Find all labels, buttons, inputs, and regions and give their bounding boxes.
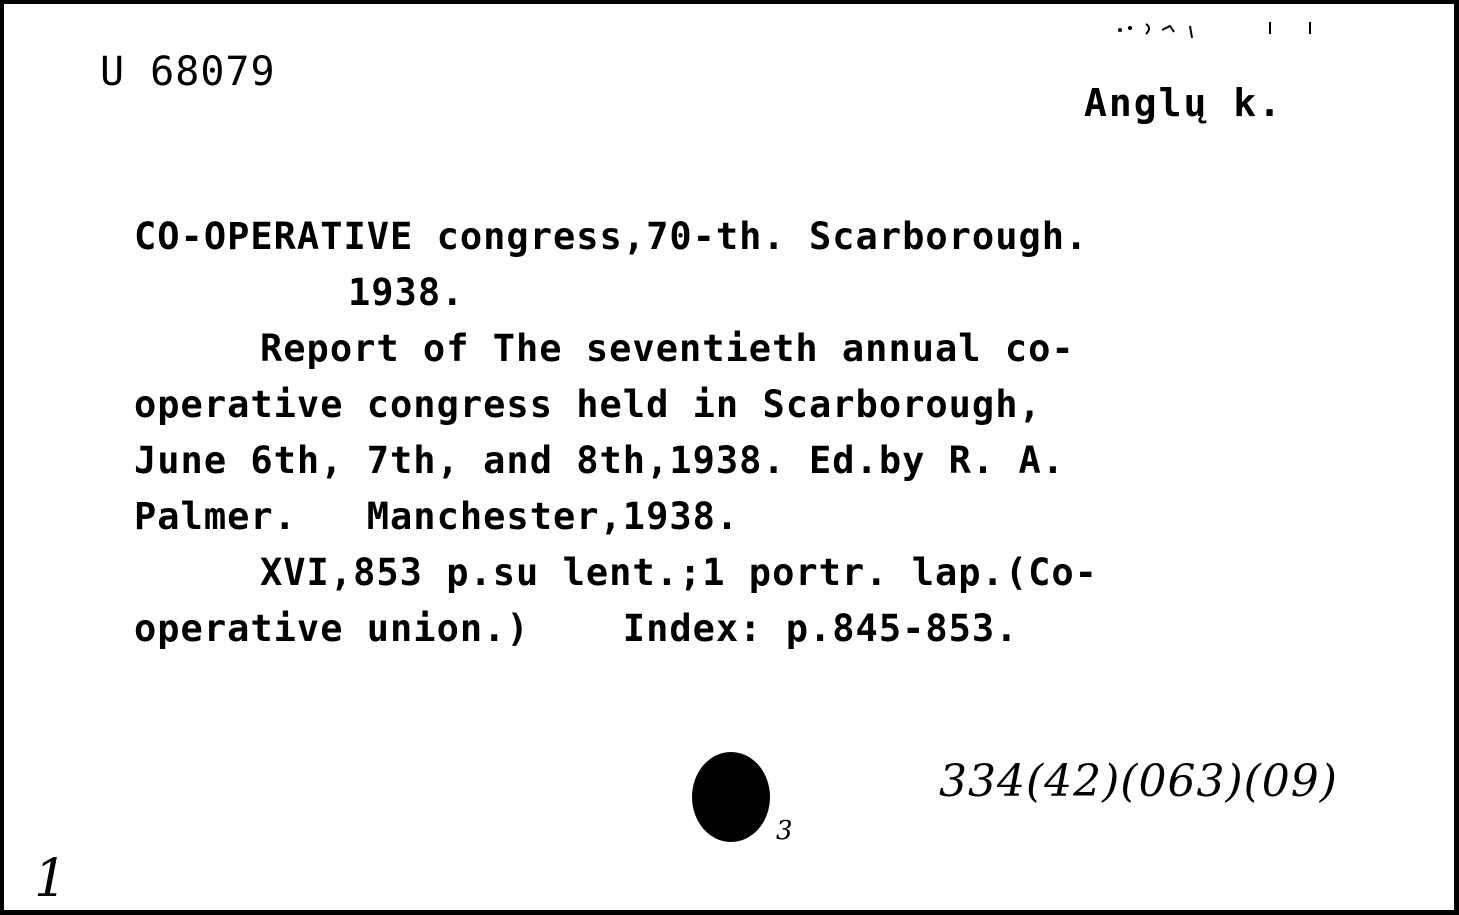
heading-year-line: 1938. xyxy=(348,271,465,314)
card-paper xyxy=(4,4,1454,910)
handwritten-card-number: 1 xyxy=(34,849,68,909)
handwritten-small-mark: 3 xyxy=(776,816,793,846)
catalog-entry xyxy=(134,209,1394,657)
title-line-1: Report of The seventieth annual co- xyxy=(260,327,1075,370)
collation-line-1: XVI,853 p.su lent.;1 portr. lap.(Co- xyxy=(260,551,1098,594)
ink-specks xyxy=(1114,16,1324,46)
title-line-3: June 6th, 7th, and 8th,1938. Ed.by R. A. xyxy=(134,439,1066,482)
call-number: U 68079 xyxy=(100,49,276,95)
heading-line: CO-OPERATIVE congress,70-th. Scarborough. xyxy=(134,215,1089,258)
title-line-2: operative congress held in Scarborough, xyxy=(134,383,1042,426)
collation-line-2: operative union.) Index: p.845-853. xyxy=(134,607,1019,650)
language-label: Anglų k. xyxy=(1084,81,1284,125)
handwritten-classification: 334(42)(063)(09) xyxy=(939,756,1338,807)
imprint-line: Palmer. Manchester,1938. xyxy=(134,495,740,538)
punch-hole xyxy=(692,752,770,842)
